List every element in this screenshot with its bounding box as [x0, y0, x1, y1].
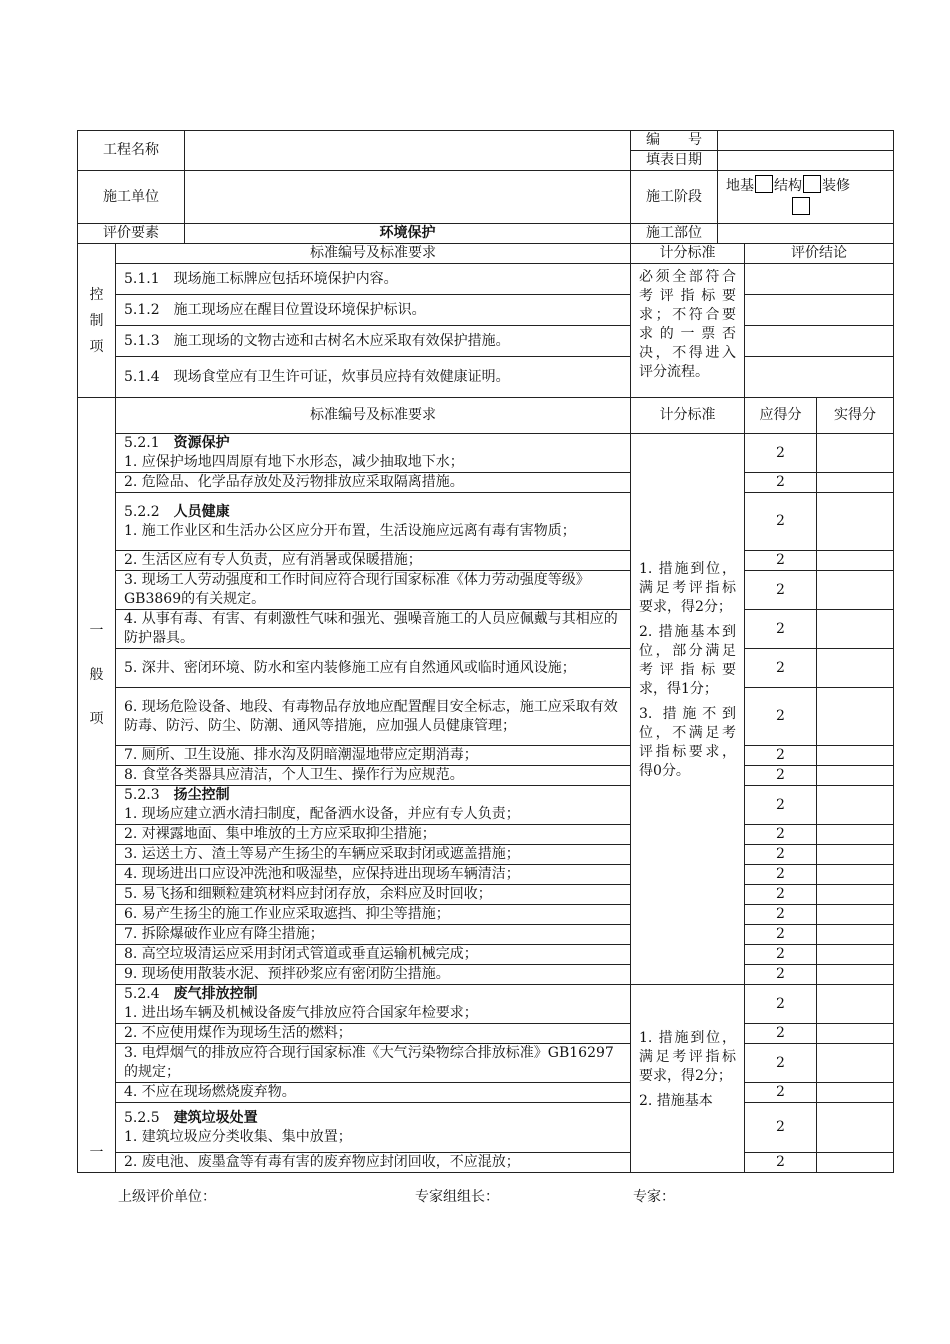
due-score: 2 — [745, 825, 817, 845]
actual-score-field[interactable] — [817, 945, 894, 965]
general-item: 5.2.5 建筑垃圾处置 1. 建筑垃圾应分类收集、集中放置； — [116, 1103, 631, 1153]
actual-score-field[interactable] — [817, 1024, 894, 1044]
actual-score-field[interactable] — [817, 610, 894, 649]
stage-checkbox[interactable] — [803, 175, 821, 193]
general-item: 2. 生活区应有专人负责，应有消暑或保暖措施； — [116, 551, 631, 571]
group-heading: 5.2.4 废气排放控制 — [124, 986, 258, 1002]
due-score: 2 — [745, 688, 817, 746]
due-score: 2 — [745, 1153, 817, 1173]
general-item: 7. 厕所、卫生设施、排水沟及阴暗潮湿地带应定期消毒； — [116, 746, 631, 766]
general-item: 5. 深井、密闭环境、防水和室内装修施工应有自然通风或临时通风设施； — [116, 649, 631, 688]
project-name-label: 工程名称 — [78, 131, 185, 171]
stage-checkbox[interactable] — [792, 197, 810, 215]
group-heading: 5.2.3 扬尘控制 — [124, 787, 230, 803]
actual-score-field[interactable] — [817, 1103, 894, 1153]
actual-score-field[interactable] — [817, 1044, 894, 1083]
stage-checkbox[interactable] — [755, 175, 773, 193]
due-score: 2 — [745, 571, 817, 610]
due-score: 2 — [745, 985, 817, 1024]
due-score: 2 — [745, 945, 817, 965]
actual-score-field[interactable] — [817, 766, 894, 786]
construction-stage-label: 施工阶段 — [631, 171, 718, 224]
control-col-scoring: 计分标准 — [631, 244, 745, 264]
general-col-scoring: 计分标准 — [631, 398, 745, 434]
due-score: 2 — [745, 965, 817, 985]
general-item: 5.2.1 资源保护 1. 应保护场地四周原有地下水形态，减少抽取地下水； — [116, 434, 631, 473]
evaluation-form — [77, 130, 893, 1173]
general-item: 5.2.2 人员健康 1. 施工作业区和生活办公区应分开布置，生活设施应远离有毒有害物质； — [116, 493, 631, 551]
stage-option-label: 装修 — [822, 178, 850, 194]
project-name-field[interactable] — [185, 131, 631, 171]
general-item: 2. 对裸露地面、集中堆放的土方应采取抑尘措施； — [116, 825, 631, 845]
superior-unit-label: 上级评价单位： — [118, 1189, 216, 1205]
expert-leader-label: 专家组组长： — [415, 1189, 499, 1205]
construction-unit-label: 施工单位 — [78, 171, 185, 224]
actual-score-field[interactable] — [817, 1083, 894, 1103]
actual-score-field[interactable] — [817, 493, 894, 551]
general-item: 3. 电焊烟气的排放应符合现行国家标准《大气污染物综合排放标准》GB16297的规定； — [116, 1044, 631, 1083]
actual-score-field[interactable] — [817, 571, 894, 610]
actual-score-field[interactable] — [817, 649, 894, 688]
control-section-label: 控 制 项 — [78, 244, 116, 398]
expert-label: 专家： — [633, 1189, 675, 1205]
general-item: 2. 废电池、废墨盒等有毒有害的废弃物应封闭回收，不应混放； — [116, 1153, 631, 1173]
control-item: 5.1.2 施工现场应在醒目位置设环境保护标识。 — [116, 295, 631, 326]
general-scoring-block: 1. 措施到位，满足考评指标要求，得2分； 2. 措施基本到位，部分满足考评指标要求，得1分； 3. 措施不到位，不满足考评指标要求，得0分。 — [631, 434, 745, 985]
due-score: 2 — [745, 865, 817, 885]
construction-unit-field[interactable] — [185, 171, 631, 224]
general-item: 4. 不应在现场燃烧废弃物。 — [116, 1083, 631, 1103]
control-scoring-text: 必须全部符合考评指标要求；不符合要求的一票否决，不得进入评分流程。 — [631, 264, 745, 398]
due-score: 2 — [745, 1024, 817, 1044]
due-score: 2 — [745, 434, 817, 473]
due-score: 2 — [745, 925, 817, 945]
control-col-standard: 标准编号及标准要求 — [116, 244, 631, 264]
control-col-conclusion: 评价结论 — [745, 244, 894, 264]
actual-score-field[interactable] — [817, 473, 894, 493]
control-item: 5.1.1 现场施工标牌应包括环境保护内容。 — [116, 264, 631, 295]
evaluation-element-label: 评价要素 — [78, 224, 185, 244]
serial-field[interactable] — [718, 131, 894, 151]
fill-date-label: 填表日期 — [631, 151, 718, 171]
actual-score-field[interactable] — [817, 905, 894, 925]
control-item: 5.1.4 现场食堂应有卫生许可证，炊事员应持有效健康证明。 — [116, 357, 631, 398]
actual-score-field[interactable] — [817, 746, 894, 766]
general-item: 6. 易产生扬尘的施工作业应采取遮挡、抑尘等措施； — [116, 905, 631, 925]
due-score: 2 — [745, 746, 817, 766]
general-item: 8. 高空垃圾清运应采用封闭式管道或垂直运输机械完成； — [116, 945, 631, 965]
due-score: 2 — [745, 493, 817, 551]
fill-date-field[interactable] — [718, 151, 894, 171]
due-score: 2 — [745, 473, 817, 493]
general-item: 5.2.4 废气排放控制 1. 进出场车辆及机械设备废气排放应符合国家年检要求； — [116, 985, 631, 1024]
due-score: 2 — [745, 1083, 817, 1103]
actual-score-field[interactable] — [817, 985, 894, 1024]
control-conclusion-field[interactable] — [745, 295, 894, 326]
group-heading: 5.2.5 建筑垃圾处置 — [124, 1109, 258, 1126]
general-item: 2. 危险品、化学品存放处及污物排放应采取隔离措施。 — [116, 473, 631, 493]
due-score: 2 — [745, 766, 817, 786]
stage-option-label: 结构 — [774, 178, 802, 194]
general-item: 7. 拆除爆破作业应有降尘措施； — [116, 925, 631, 945]
actual-score-field[interactable] — [817, 925, 894, 945]
due-score: 2 — [745, 1044, 817, 1083]
due-score: 2 — [745, 885, 817, 905]
general-item: 5. 易飞扬和细颗粒建筑材料应封闭存放，余料应及时回收； — [116, 885, 631, 905]
due-score: 2 — [745, 551, 817, 571]
due-score: 2 — [745, 649, 817, 688]
stage-option-label: 地基 — [726, 178, 754, 194]
actual-score-field[interactable] — [817, 688, 894, 746]
general-item: 9. 现场使用散装水泥、预拌砂浆应有密闭防尘措施。 — [116, 965, 631, 985]
evaluation-element-value: 环境保护 — [185, 224, 631, 244]
actual-score-field[interactable] — [817, 551, 894, 571]
general-col-actual: 实得分 — [817, 398, 894, 434]
actual-score-field[interactable] — [817, 1153, 894, 1173]
general-item: 3. 现场工人劳动强度和工作时间应符合现行国家标准《体力劳动强度等级》GB3869的有关规定。 — [116, 571, 631, 610]
actual-score-field[interactable] — [817, 786, 894, 825]
actual-score-field[interactable] — [817, 825, 894, 845]
control-item: 5.1.3 施工现场的文物古迹和古树名木应采取有效保护措施。 — [116, 326, 631, 357]
serial-label: 编 号 — [631, 131, 718, 151]
group-heading: 5.2.1 资源保护 — [124, 435, 230, 451]
general-item: 4. 现场进出口应设冲洗池和吸湿垫，应保持进出现场车辆清洁； — [116, 865, 631, 885]
general-item: 3. 运送土方、渣土等易产生扬尘的车辆应采取封闭或遮盖措施； — [116, 845, 631, 865]
stage-options — [718, 171, 894, 224]
general-scoring-block: 1. 措施到位，满足考评指标要求，得2分； 2. 措施基本 — [631, 985, 745, 1173]
control-conclusion-field[interactable] — [745, 357, 894, 398]
construction-part-field[interactable] — [718, 224, 894, 244]
general-col-due: 应得分 — [745, 398, 817, 434]
general-item: 5.2.3 扬尘控制 1. 现场应建立洒水清扫制度，配备洒水设备，并应有专人负责； — [116, 786, 631, 825]
control-conclusion-field[interactable] — [745, 326, 894, 357]
actual-score-field[interactable] — [817, 865, 894, 885]
general-section-label: 一 般 项 一 — [78, 398, 116, 1173]
actual-score-field[interactable] — [817, 845, 894, 865]
actual-score-field[interactable] — [817, 885, 894, 905]
general-item: 8. 食堂各类器具应清洁，个人卫生、操作行为应规范。 — [116, 766, 631, 786]
due-score: 2 — [745, 1103, 817, 1153]
due-score: 2 — [745, 905, 817, 925]
due-score: 2 — [745, 786, 817, 825]
due-score: 2 — [745, 845, 817, 865]
general-item: 6. 现场危险设备、地段、有毒物品存放地应配置醒目安全标志，施工应采取有效防毒、防污、防尘、防潮、通风等措施，应加强人员健康管理； — [116, 688, 631, 746]
general-item: 2. 不应使用煤作为现场生活的燃料； — [116, 1024, 631, 1044]
general-col-standard: 标准编号及标准要求 — [116, 398, 631, 434]
group-heading: 5.2.2 人员健康 — [124, 503, 230, 520]
form-table — [77, 130, 894, 1173]
general-item: 4. 从事有毒、有害、有刺激性气味和强光、强噪音施工的人员应佩戴与其相应的防护器具。 — [116, 610, 631, 649]
construction-part-label: 施工部位 — [631, 224, 718, 244]
actual-score-field[interactable] — [817, 965, 894, 985]
actual-score-field[interactable] — [817, 434, 894, 473]
due-score: 2 — [745, 610, 817, 649]
control-conclusion-field[interactable] — [745, 264, 894, 295]
